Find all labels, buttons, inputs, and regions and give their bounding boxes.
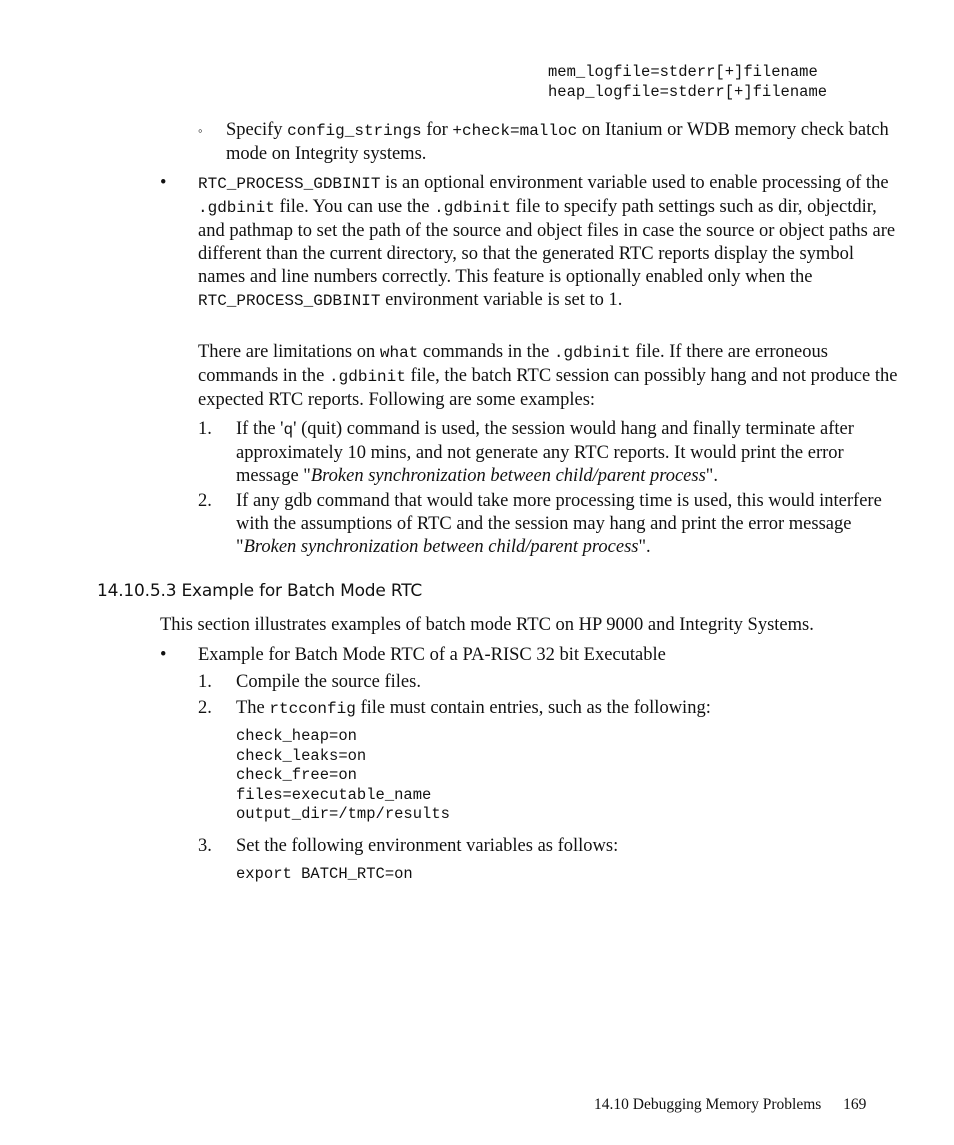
hollow-bullet-marker: ◦ [198,123,203,138]
limitation-text: If the 'q' (quit) command is used, the session would hang and finally terminate after approximately 10 mins, and not generate any RTC reports. It would print the error message "Broken synchronization between child/parent process". [236,419,854,486]
limitation-item [198,490,898,559]
list-number: 3. [198,836,212,856]
limitation-text: If any gdb command that would take more processing time is used, this would interfere with the assumptions of RTC and the session may hang and print the error message "Broken synchronization between child/parent process". [236,491,882,557]
step-text: The rtcconfig file must contain entries, such as the following: [236,698,711,718]
step-item [198,671,898,694]
bullet-marker: • [160,173,167,193]
sub-bullet-item [198,119,898,166]
list-number: 1. [198,672,212,692]
step-text: Compile the source files. [236,672,421,692]
bullet-item-example [160,644,898,667]
bullet-marker: • [160,645,167,665]
step-text: Set the following environment variables as follows: [236,836,619,856]
sub-bullet-text: Specify config_strings for +check=malloc on Itanium or WDB memory check batch mode on Integrity systems. [226,120,889,164]
footer-section-title: 14.10 Debugging Memory Problems [594,1096,822,1113]
bullet-text: RTC_PROCESS_GDBINIT is an optional environment variable used to enable processing of the .gdbinit file. You can use the .gdbinit file to specify path settings such as dir, objectdir, and pathmap to set the path of the source and object files in case the source or object paths are different than the current directory, so that the generated RTC reports display the symbol names and line numbers correctly. This feature is optionally enabled only when the RTC_PROCESS_GDBINIT environment variable is set to 1. [198,173,896,310]
code-line: files=executable_name [236,785,432,804]
section-intro: This section illustrates examples of batch mode RTC on HP 9000 and Integrity Systems. [160,615,814,635]
code-line: check_heap=on [236,727,357,745]
bullet-item-rtc-process-gdbinit [160,172,898,313]
limitation-item [198,418,898,488]
step-item [198,835,898,858]
page-footer [594,1093,866,1116]
limitations-paragraph: There are limitations on what commands in the .gdbinit file. If there are erroneous commands in the .gdbinit file, the batch RTC session can possibly hang and not produce the expected RTC reports. Following are some examples: [198,342,898,410]
code-line: mem_logfile=stderr[+]filename [548,63,818,81]
code-line: heap_logfile=stderr[+]filename [548,82,828,101]
list-number: 2. [198,698,212,718]
code-block-rtcconfig [236,727,450,825]
list-number: 1. [198,419,212,439]
code-line: output_dir=/tmp/results [236,805,450,823]
bullet-text: Example for Batch Mode RTC of a PA-RISC 32 bit Executable [198,645,666,665]
list-number: 2. [198,491,212,511]
section-heading: 14.10.5.3 Example for Batch Mode RTC [97,581,423,601]
page-number: 169 [843,1096,867,1113]
code-line: check_leaks=on [236,746,367,765]
code-block-logfile [548,63,827,102]
code-line: check_free=on [236,766,357,784]
code-block-export: export BATCH_RTC=on [236,865,413,883]
step-item [198,697,898,721]
